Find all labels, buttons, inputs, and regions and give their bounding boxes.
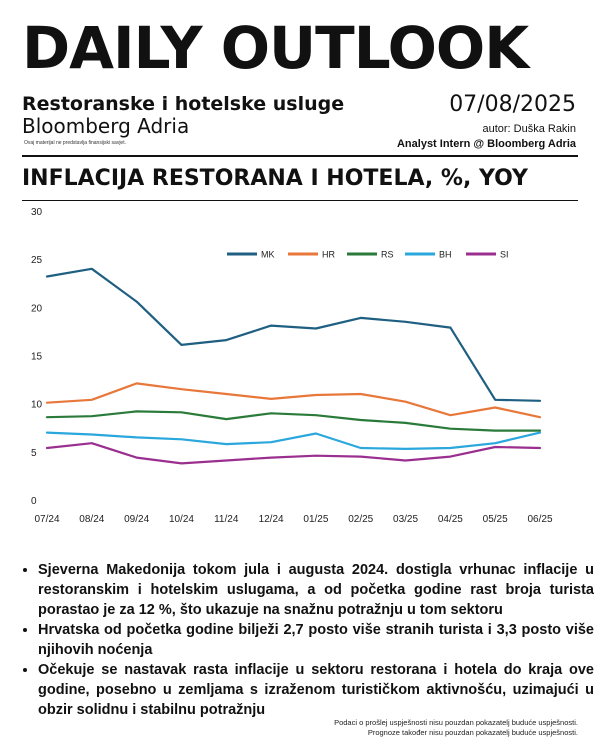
footnote [334,718,578,738]
y-tick-label: 25 [31,255,43,267]
legend-label: MK [261,249,275,260]
line-chart [0,200,600,530]
y-tick-label: 20 [31,303,43,315]
author-role: Analyst Intern @ Bloomberg Adria [396,138,576,150]
x-tick-label: 11/24 [214,514,239,525]
x-tick-label: 06/25 [527,514,553,525]
x-tick-label: 05/25 [482,514,508,525]
footnote-line: Podaci o prošlej uspješnosti nisu pouzdan pokazatelj buduće uspješnosti. [334,718,578,727]
y-tick-label: 0 [31,496,37,507]
x-tick-label: 01/25 [303,514,329,525]
y-tick-label: 30 [31,207,43,218]
brand-name: Bloomberg Adria [22,114,190,138]
x-tick-label: 04/25 [437,514,463,525]
y-tick-label: 10 [31,399,43,411]
x-tick-label: 02/25 [348,514,374,525]
series-line-bh [47,433,540,449]
legend-label: HR [322,249,335,260]
series-line-mk [47,269,540,401]
y-tick-label: 15 [31,351,43,363]
bullet-item: • Hrvatska od početka godine bilježi 2,7 posto više stranih turista i 3,3 posto više njihovih noćenja [38,620,594,660]
x-tick-label: 09/24 [124,514,150,525]
x-tick-label: 03/25 [393,514,419,525]
small-disclaimer: Ovaj materijal ne predstavlja finansijski savjet. [24,140,126,146]
legend-label: SI [500,249,509,260]
y-tick-label: 5 [31,447,37,459]
x-tick-label: 07/24 [34,514,60,525]
bullet-item: • Sjeverna Makedonija tokom jula i augusta 2024. dostigla vrhunac inflacije u restoranskim i hotelskim uslugama, a od početka godine rast broja turista porastao je za 12 %, što ukazuje na snažnu potražnju u tom sektoru [38,560,594,620]
x-tick-label: 12/24 [258,514,284,525]
author-line: autor: Duška Rakin [482,123,576,135]
report-subtitle: Restoranske i hotelske usluge [22,93,345,115]
legend-label: BH [439,249,452,260]
bullet-list [22,560,594,720]
chart-title: INFLACIJA RESTORANA I HOTELA, %, YOY [22,166,528,191]
footnote-line: Prognoze također nisu pouzdan pokazatelj buduće uspješnosti. [367,728,578,737]
series-line-rs [47,411,540,430]
masthead-title: DAILY OUTLOOK [22,14,529,82]
legend-label: RS [381,249,394,260]
report-date: 07/08/2025 [449,92,576,117]
x-tick-label: 10/24 [168,514,194,525]
x-tick-label: 08/24 [79,514,105,525]
bullet-item: • Očekuje se nastavak rasta inflacije u sektoru restorana i hotela do kraja ove godine, posebno u zemljama s izraženom turističkom aktivnošću, uzimajući u obzir solidnu i stabilnu potražnju [38,660,594,720]
header-divider [22,155,578,157]
